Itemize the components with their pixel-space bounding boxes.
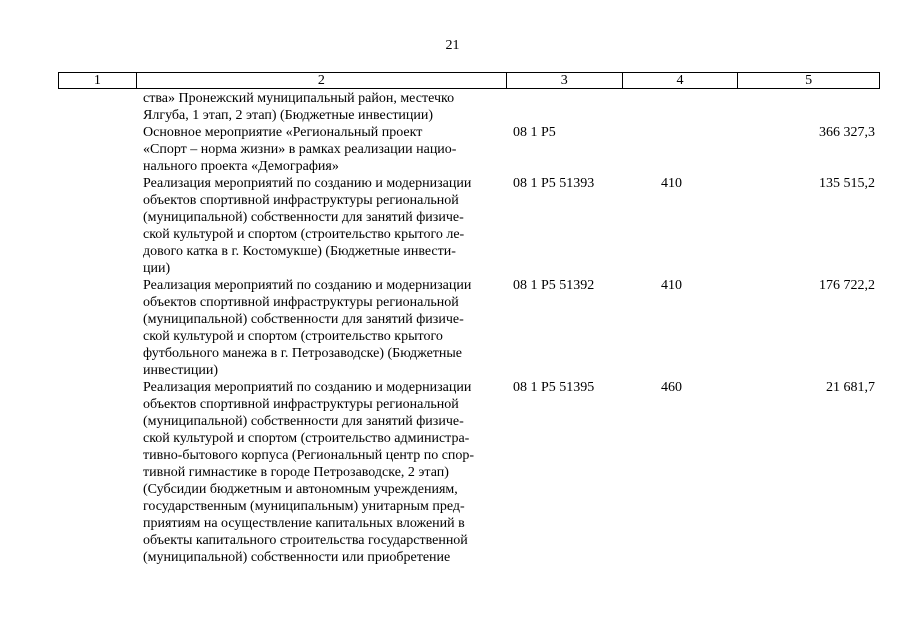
- description-line: тивно-бытового корпуса (Региональный центр по спор-: [143, 448, 475, 463]
- description-cell: [136, 124, 507, 175]
- row-number-cell: [58, 124, 136, 175]
- amount-cell: 21 681,7: [826, 380, 875, 395]
- column-header-1: 1: [59, 73, 137, 88]
- description-line: Реализация мероприятий по созданию и модернизации: [143, 380, 472, 395]
- description-line: объекты капитального строительства государственной: [143, 533, 468, 548]
- description-line: государственным (муниципальным) унитарным пред-: [143, 499, 465, 514]
- description-line: «Спорт – норма жизни» в рамках реализации нацио-: [143, 142, 457, 157]
- description-line: инвестиции): [143, 363, 219, 378]
- row-number-cell: [58, 277, 136, 379]
- description-line: ции): [143, 261, 171, 276]
- description-line: (муниципальной) собственности или приобретение: [143, 550, 451, 565]
- description-line: ской культурой и спортом (строительство крытого ле-: [143, 227, 465, 242]
- type-cell: 460: [661, 380, 682, 395]
- description-line: (муниципальной) собственности для занятий физиче-: [143, 210, 464, 225]
- code-cell: 08 1 P5 51393: [513, 176, 595, 191]
- table-body: [58, 90, 880, 566]
- description-line: тивной гимнастике в городе Петрозаводске, 2 этап): [143, 465, 449, 480]
- amount-cell: [739, 90, 880, 124]
- row-number-cell: [58, 175, 136, 277]
- amount-cell: 176 722,2: [819, 278, 875, 293]
- description-cell: [136, 175, 507, 277]
- type-cell: 410: [661, 176, 682, 191]
- type-cell: [623, 124, 739, 175]
- amount-cell: 135 515,2: [819, 176, 875, 191]
- code-cell: 08 1 P5 51392: [513, 278, 595, 293]
- column-header-4: 4: [623, 73, 739, 88]
- table-row: [58, 175, 880, 277]
- amount-cell: 366 327,3: [819, 125, 875, 140]
- type-cell: 410: [661, 278, 682, 293]
- description-line: ской культурой и спортом (строительство крытого: [143, 329, 443, 344]
- description-line: ской культурой и спортом (строительство администра-: [143, 431, 470, 446]
- code-cell: 08 1 P5: [513, 125, 556, 140]
- description-line: (Субсидии бюджетным и автономным учреждениям,: [143, 482, 458, 497]
- row-number-cell: [58, 379, 136, 566]
- description-line: (муниципальной) собственности для занятий физиче-: [143, 414, 464, 429]
- description-line: дового катка в г. Костомукше) (Бюджетные инвести-: [143, 244, 456, 259]
- description-line: объектов спортивной инфраструктуры региональной: [143, 295, 459, 310]
- description-line: нального проекта «Демография»: [143, 159, 339, 174]
- table-header: [58, 72, 880, 89]
- description-line: (муниципальной) собственности для занятий физиче-: [143, 312, 464, 327]
- description-line: приятиям на осуществление капитальных вложений в: [143, 516, 465, 531]
- column-header-5: 5: [805, 73, 813, 88]
- description-line: Реализация мероприятий по созданию и модернизации: [143, 278, 472, 293]
- description-cell: [136, 379, 507, 566]
- description-line: Реализация мероприятий по созданию и модернизации: [143, 176, 472, 191]
- description-line: Ялгуба, 1 этап, 2 этап) (Бюджетные инвестиции): [143, 108, 434, 123]
- description-line: Основное мероприятие «Региональный проект: [143, 125, 423, 140]
- type-cell: [623, 90, 739, 124]
- page-number: 21: [445, 38, 460, 53]
- column-header-3: 3: [507, 73, 623, 88]
- table-row: [58, 379, 880, 566]
- table-row: [58, 90, 880, 124]
- description-line: объектов спортивной инфраструктуры региональной: [143, 193, 459, 208]
- description-line: футбольного манежа в г. Петрозаводске) (Бюджетные: [143, 346, 463, 361]
- row-number-cell: [58, 90, 136, 124]
- code-cell: [507, 90, 623, 124]
- column-header-2: 2: [137, 73, 507, 88]
- table-row: [58, 124, 880, 175]
- description-cell: [136, 277, 507, 379]
- code-cell: 08 1 P5 51395: [513, 380, 595, 395]
- table-row: [58, 277, 880, 379]
- description-cell: [136, 90, 507, 124]
- description-line: ства» Пронежский муниципальный район, местечко: [143, 91, 455, 106]
- description-line: объектов спортивной инфраструктуры региональной: [143, 397, 459, 412]
